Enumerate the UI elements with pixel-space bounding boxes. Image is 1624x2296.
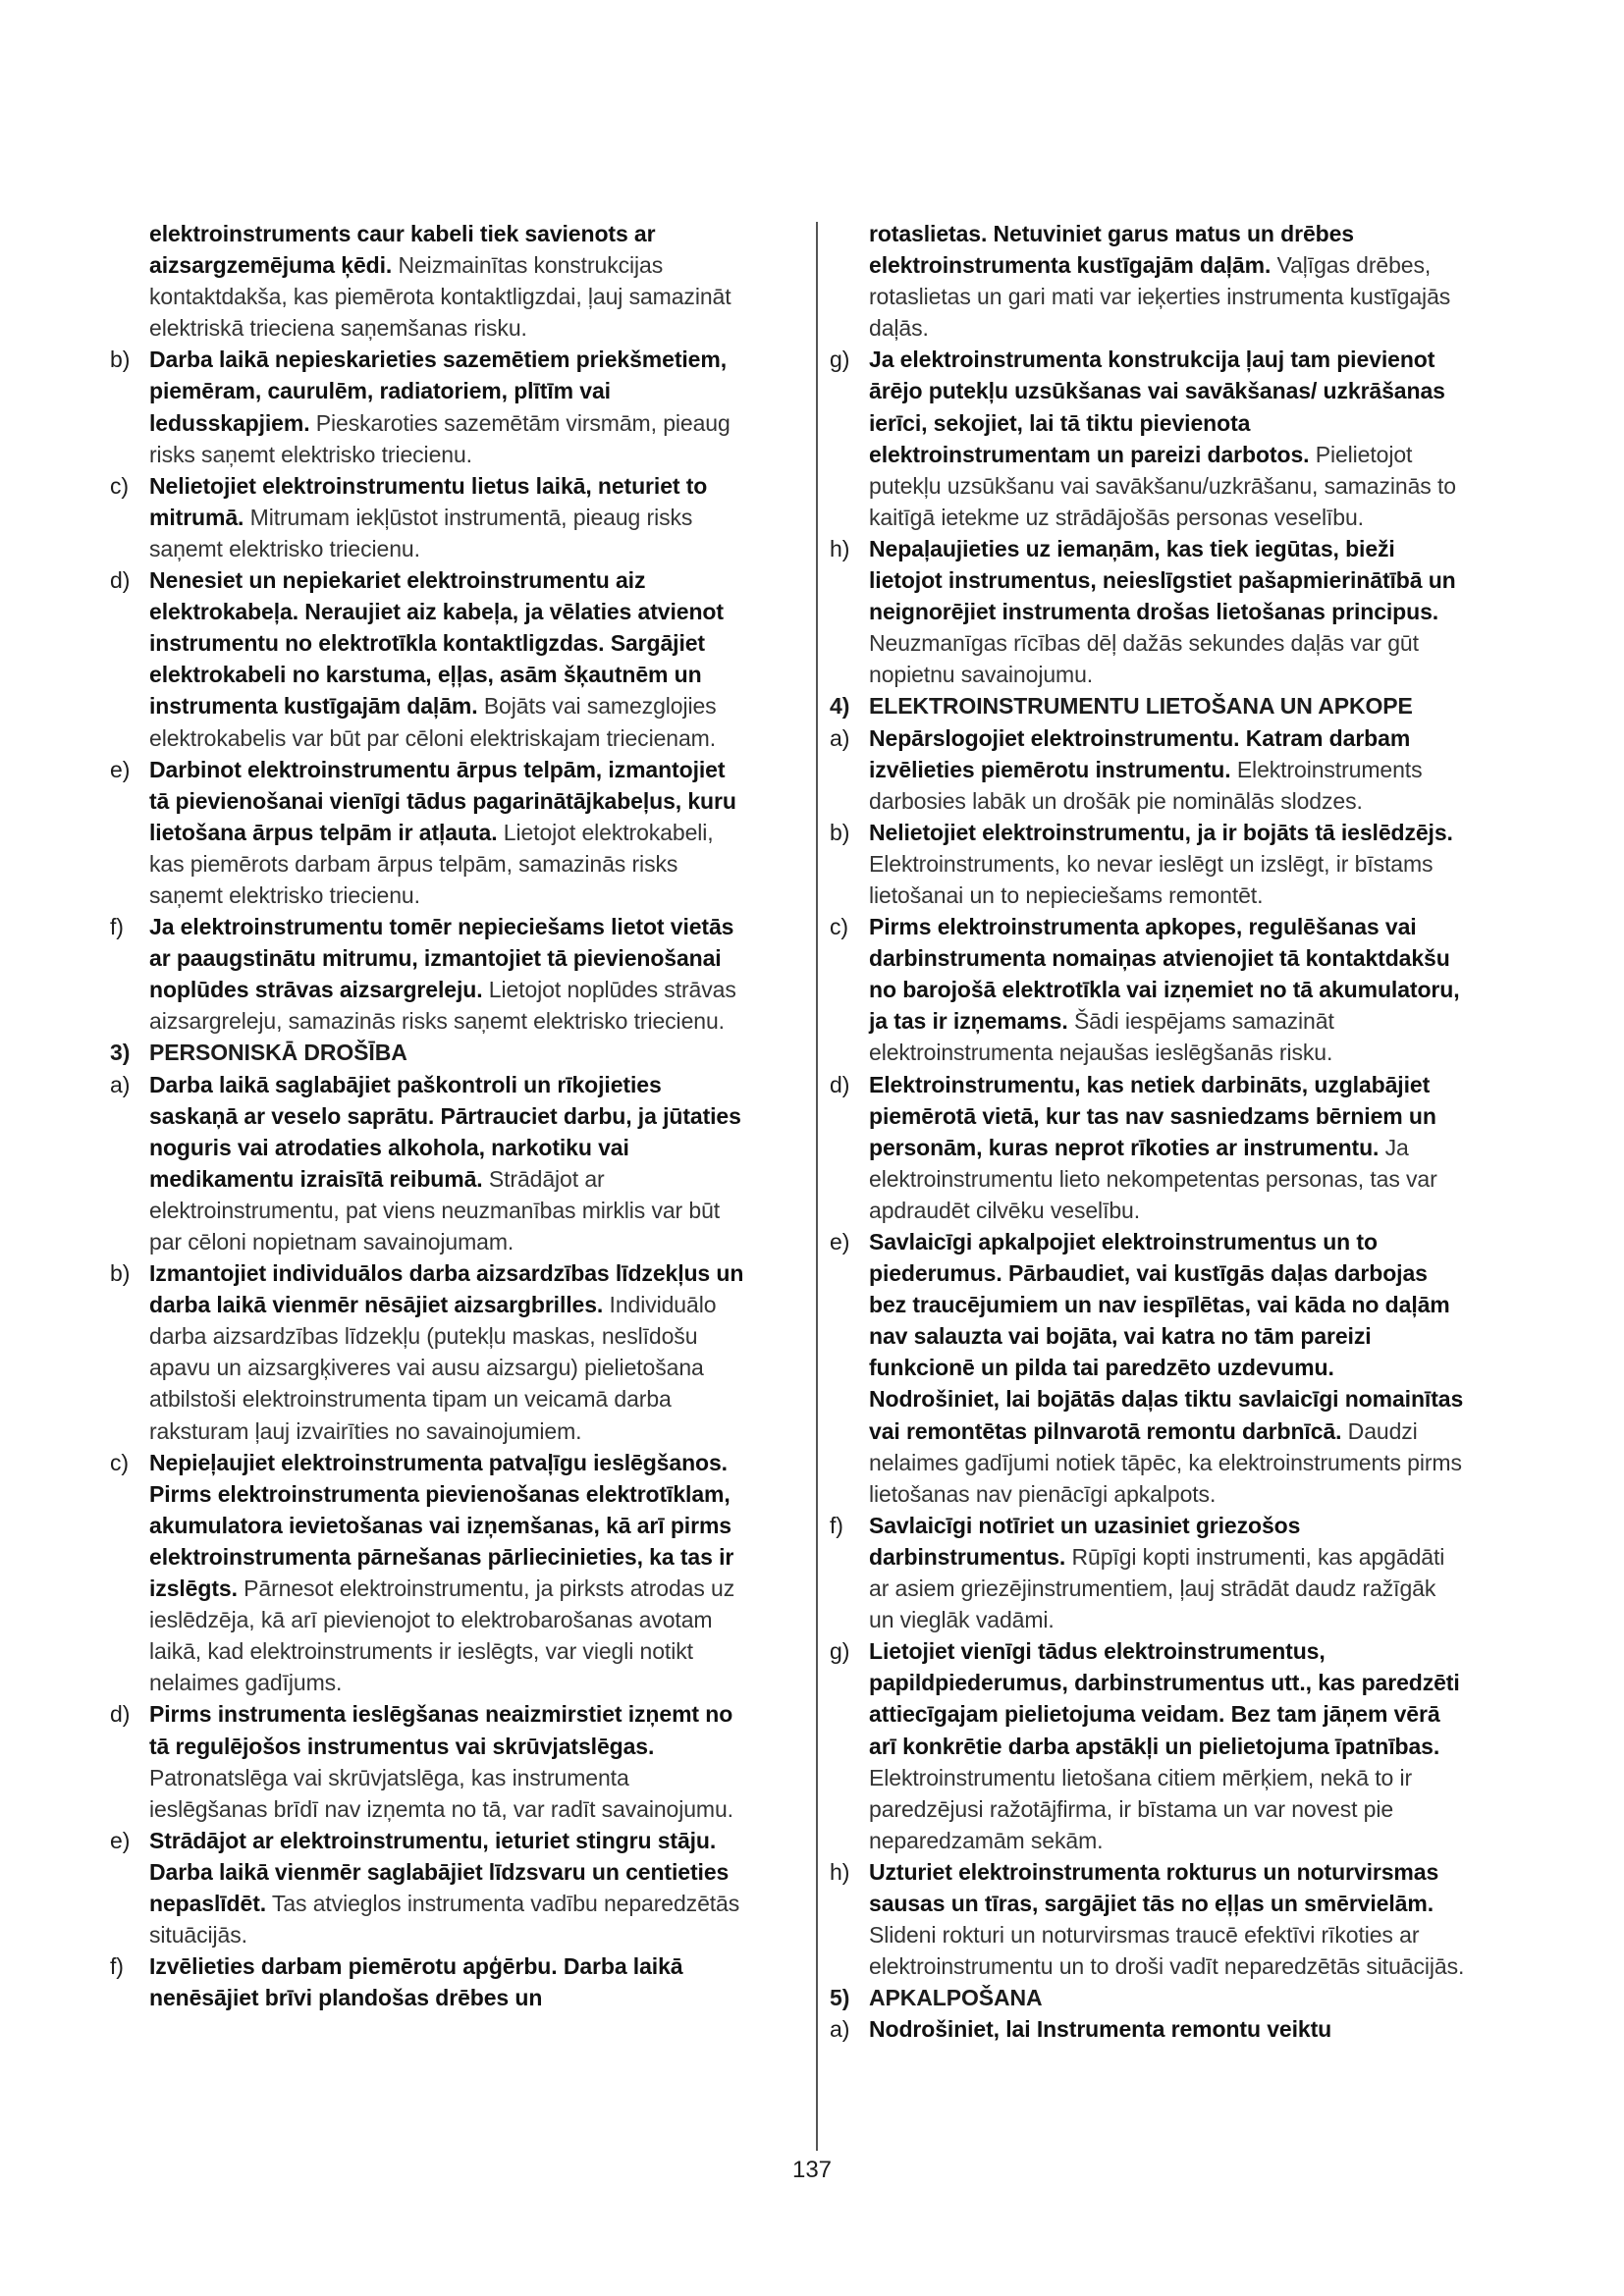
- section-number: 5): [830, 1985, 850, 2011]
- instruction-bold: Darbinot elektroinstrumentu ārpus telpām, izmantojiet tā pievienošanai vienīgi tādus pagarinātājkabeļus, kuru lietošana ārpus telpām ir atļauta.: [149, 756, 736, 845]
- list-marker: e): [830, 1229, 850, 1255]
- instruction-bold: Nepaļaujieties uz iemaņām, kas tiek iegūtas, bieži lietojot instrumentus, neieslīgstiet pašapmierinātībā un neignorējiet instrumenta drošas lietošanas principus.: [869, 535, 1456, 625]
- list-marker: h): [830, 535, 850, 561]
- instruction-bold: Nodrošiniet, lai Instrumenta remontu veiktu: [869, 2016, 1332, 2043]
- list-marker: g): [830, 347, 850, 373]
- instruction-bold: Nepārslogojiet elektroinstrumentu. Katram darbam izvēlieties piemērotu instrumentu.: [869, 724, 1411, 782]
- column-divider: [816, 222, 818, 2151]
- instruction-bold: rotaslietas. Netuviniet garus matus un drēbes elektroinstrumenta kustīgajām daļām.: [869, 221, 1354, 279]
- instruction-text: Šādi iespējams samazināt elektroinstrumenta nejaušas ieslēgšanās risku.: [869, 1008, 1334, 1066]
- list-marker: d): [110, 567, 131, 594]
- list-marker: f): [830, 1512, 843, 1538]
- list-marker: c): [830, 914, 848, 940]
- list-marker: b): [110, 347, 131, 373]
- instruction-bold: Darba laikā saglabājiet paškontroli un rīkojieties saskaņā ar veselo saprātu. Pārtrauciet darbu, ja jūtaties noguris vai atrodaties alkohola, narkotiku vai medikamentu izraisītā reibumā.: [149, 1071, 741, 1192]
- instruction-text: Tas atvieglos instrumenta vadību neparedzētās situācijās.: [149, 1890, 740, 1949]
- instruction-text: Elektroinstrumentu lietošana citiem mērķiem, nekā to ir paredzējusi ražotājfirma, ir bīstama un var novest pie neparedzamām sekām.: [869, 1764, 1413, 1853]
- list-marker: c): [110, 1449, 129, 1475]
- list-item: [110, 1825, 746, 1950]
- list-marker: e): [110, 1827, 131, 1853]
- continued-paragraph: [110, 218, 746, 344]
- instruction-text: Daudzi nelaimes gadījumi notiek tāpēc, ka elektroinstruments pirms lietošanas nav pienācīgi apkalpots.: [869, 1417, 1462, 1507]
- list-item: [110, 1257, 746, 1447]
- list-marker: a): [830, 2016, 850, 2043]
- section-heading: [110, 1037, 746, 1068]
- list-item: [830, 1510, 1466, 1635]
- instruction-text: Bojāts vai samezglojies elektrokabelis var būt par cēloni elektriskajam triecienam.: [149, 693, 717, 751]
- list-item: [830, 817, 1466, 911]
- instruction-text: Patronatslēga vai skrūvjatslēga, kas instrumenta ieslēgšanas brīdī nav izņemta no tā, var radīt savainojumu.: [149, 1764, 733, 1822]
- instruction-text: Lietojot noplūdes strāvas aizsargreleju, samazinās risks saņemt elektrisko triecienu.: [149, 977, 736, 1035]
- instruction-bold: Nenesiet un nepiekariet elektroinstrumentu aiz elektrokabeļa. Neraujiet aiz kabeļa, ja vēlaties atvienot instrumentu no elektrotīkla kontaktligzdas. Sargājiet elektrokabeli no karstuma, eļļas, asām šķautnēm un instrumenta kustīgajām daļām.: [149, 567, 724, 720]
- continued-paragraph: [830, 218, 1466, 344]
- list-item: [830, 722, 1466, 817]
- list-item: [830, 1226, 1466, 1510]
- instruction-bold: Uzturiet elektroinstrumenta rokturus un noturvirsmas sausas un tīras, sargājiet tās no eļļas un smērvielām.: [869, 1858, 1439, 1916]
- instruction-bold: elektroinstruments caur kabeli tiek savienots ar aizsargzemējuma ķēdi.: [149, 221, 656, 279]
- list-item: [830, 2013, 1466, 2045]
- list-item: [110, 754, 746, 911]
- page-number: 137: [791, 2157, 833, 2183]
- list-item: [110, 1069, 746, 1258]
- list-item: [110, 470, 746, 564]
- list-item: [110, 1698, 746, 1824]
- list-marker: e): [110, 756, 131, 782]
- instruction-bold: Nelietojiet elektroinstrumentu, ja ir bojāts tā ieslēdzējs.: [869, 819, 1453, 845]
- section-title: ELEKTROINSTRUMENTU LIETOŠANA UN APKOPE: [869, 693, 1413, 720]
- list-marker: c): [110, 472, 129, 499]
- section-heading: [830, 690, 1466, 721]
- list-marker: a): [110, 1071, 131, 1097]
- instruction-text: Individuālo darba aizsardzības līdzekļu (putekļu maskas, neslīdošu apavu un aizsargķiveres vai ausu aizsargu) pielietošana atbilstoši elektroinstrumenta tipam un veicamā darba raksturam ļauj izvairīties no savainojumiem.: [149, 1292, 717, 1444]
- instruction-text: Neuzmanīgas rīcības dēļ dažās sekundes daļās var gūt nopietnu savainojumu.: [869, 630, 1419, 688]
- instruction-bold: Elektroinstrumentu, kas netiek darbināts, uzglabājiet piemērotā vietā, kur tas nav sasniedzams bērniem un personām, kuras neprot rīkoties ar instrumentu.: [869, 1071, 1436, 1160]
- section-number: 4): [830, 693, 850, 720]
- instruction-text: Slideni rokturi un noturvirsmas traucē efektīvi rīkoties ar elektroinstrumentu un to droši vadīt neparedzētās situācijās.: [869, 1922, 1465, 1980]
- list-item: [110, 1950, 746, 2013]
- instruction-bold: Nelietojiet elektroinstrumentu lietus laikā, neturiet to mitrumā.: [149, 472, 708, 530]
- section-title: APKALPOŠANA: [869, 1985, 1043, 2011]
- instruction-bold: Ja elektroinstrumenta konstrukcija ļauj tam pievienot ārējo putekļu uzsūkšanas vai savākšanas/ uzkrāšanas ierīci, sekojiet, lai tā tiktu pievienota elektroinstrumentam un pareizi darbotos.: [869, 347, 1445, 467]
- section-heading: [830, 1982, 1466, 2013]
- instruction-bold: Savlaicīgi apkalpojiet elektroinstrumentus un to piederumus. Pārbaudiet, vai kustīgās daļas darbojas bez traucējumiem un nav iespīlētas, vai kāda no daļām nav salauzta vai bojāta, vai katra no tām pareizi funkcionē un pilda tai paredzēto uzdevumu. Nodrošiniet, lai bojātās daļas tiktu savlaicīgi nomainītas vai remontētas pilnvarotā remontu darbnīcā.: [869, 1229, 1464, 1444]
- list-item: [830, 533, 1466, 690]
- list-item: [110, 1447, 746, 1699]
- list-marker: h): [830, 1858, 850, 1885]
- list-item: [110, 911, 746, 1037]
- instruction-bold: Savlaicīgi notīriet un uzasiniet griezošos darbinstrumentus.: [869, 1512, 1301, 1570]
- instruction-text: Elektroinstruments darbosies labāk un drošāk pie nominālās slodzes.: [869, 756, 1423, 814]
- list-marker: g): [830, 1638, 850, 1665]
- list-marker: b): [110, 1260, 131, 1287]
- list-marker: a): [830, 724, 850, 751]
- instruction-bold: Strādājot ar elektroinstrumentu, ieturiet stingru stāju. Darba laikā vienmēr saglabājiet līdzsvaru un centieties nepaslīdēt.: [149, 1827, 730, 1916]
- list-item: [110, 564, 746, 754]
- list-item: [830, 911, 1466, 1068]
- list-marker: f): [110, 914, 124, 940]
- instruction-bold: Pirms elektroinstrumenta apkopes, regulēšanas vai darbinstrumenta nomaiņas atvienojiet tā kontaktdakšu no barojošā elektrotīkla vai izņemiet no tā akumulatoru, ja tas ir izņemams.: [869, 914, 1460, 1035]
- instruction-bold: Lietojiet vienīgi tādus elektroinstrumentus, papildpiederumus, darbinstrumentus utt., kas paredzēti attiecīgajam pielietojuma veidam. Bez tam jāņem vērā arī konkrētie darba apstākļi un pielietojuma īpatnības.: [869, 1638, 1460, 1759]
- instruction-text: Strādājot ar elektroinstrumentu, pat viens neuzmanības mirklis var būt par cēloni nopietnam savainojumam.: [149, 1165, 721, 1255]
- list-item: [830, 1856, 1466, 1982]
- instruction-bold: Ja elektroinstrumentu tomēr nepieciešams lietot vietās ar paaugstinātu mitrumu, izmantojiet tā pievienošanai noplūdes strāvas aizsargreleju.: [149, 914, 734, 1003]
- right-column: [830, 218, 1466, 2045]
- list-item: [110, 344, 746, 469]
- instruction-text: Neizmainītas konstrukcijas kontaktdakša, kas piemērota kontaktligzdai, ļauj samazināt elektriskā trieciena saņemšanas risku.: [149, 252, 731, 342]
- instruction-text: Rūpīgi kopti instrumenti, kas apgādāti ar asiem griezējinstrumentiem, ļauj strādāt daudz ražīgāk un vieglāk vadāmi.: [869, 1543, 1445, 1633]
- instruction-bold: Izvēlieties darbam piemērotu apģērbu. Darba laikā nenēsājiet brīvi plandošas drēbes un: [149, 1953, 683, 2011]
- list-marker: b): [830, 819, 850, 845]
- list-item: [830, 344, 1466, 533]
- list-marker: f): [110, 1953, 124, 1980]
- section-number: 3): [110, 1040, 131, 1066]
- section-title: PERSONISKĀ DROŠĪBA: [149, 1040, 407, 1066]
- instruction-text: Pieskaroties sazemētām virsmām, pieaug risks saņemt elektrisko triecienu.: [149, 409, 731, 467]
- instruction-bold: Nepieļaujiet elektroinstrumenta patvaļīgu ieslēgšanos. Pirms elektroinstrumenta pievienošanas elektrotīklam, akumulatora ievietošanas vai izņemšanas, kā arī pirms elektroinstrumenta pārnešanas pārliecinieties, ka tas ir izslēgts.: [149, 1449, 734, 1602]
- instruction-text: Mitrumam iekļūstot instrumentā, pieaug risks saņemt elektrisko triecienu.: [149, 504, 693, 561]
- instruction-text: Ja elektroinstrumentu lieto nekompetentas personas, tas var apdraudēt cilvēku veselību.: [869, 1134, 1437, 1223]
- list-item: [830, 1635, 1466, 1856]
- instruction-bold: Izmantojiet individuālos darba aizsardzības līdzekļus un darba laikā vienmēr nēsājiet aizsargbrilles.: [149, 1260, 744, 1318]
- instruction-bold: Darba laikā nepieskarieties sazemētiem priekšmetiem, piemēram, caurulēm, radiatoriem, plītīm vai ledusskapjiem.: [149, 347, 728, 436]
- instruction-text: Pārnesot elektroinstrumentu, ja pirksts atrodas uz ieslēdzēja, kā arī pievienojot to elektrobarošanas avotam laikā, kad elektroinstruments ir ieslēgts, var viegli notikt nelaimes gadījums.: [149, 1575, 735, 1696]
- left-column: [110, 218, 746, 2013]
- instruction-text: Lietojot elektrokabeli, kas piemērots darbam ārpus telpām, samazinās risks saņemt elektrisko triecienu.: [149, 819, 714, 908]
- list-marker: d): [830, 1071, 850, 1097]
- instruction-text: Vaļīgas drēbes, rotaslietas un gari mati var ieķerties instrumenta kustīgajās daļās.: [869, 252, 1451, 342]
- instruction-text: Elektroinstruments, ko nevar ieslēgt un izslēgt, ir bīstams lietošanai un to nepieciešams remontēt.: [869, 850, 1434, 908]
- instruction-text: Pielietojot putekļu uzsūkšanu vai savākšanu/uzkrāšanu, samazinās to kaitīgā ietekme uz strādājošās personas veselību.: [869, 441, 1456, 530]
- instruction-bold: Pirms instrumenta ieslēgšanas neaizmirstiet izņemt no tā regulējošos instrumentus vai skrūvjatslēgas.: [149, 1701, 733, 1759]
- list-marker: d): [110, 1701, 131, 1728]
- list-item: [830, 1069, 1466, 1226]
